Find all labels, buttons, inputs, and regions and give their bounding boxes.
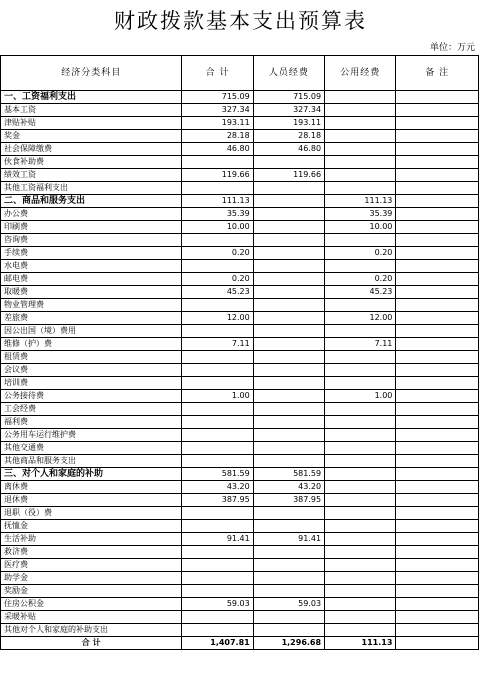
category-cell: 物业管理费 <box>1 299 182 312</box>
table-row <box>1 585 479 598</box>
public-cell <box>325 377 396 390</box>
table-row <box>1 260 479 273</box>
note-cell <box>396 273 479 286</box>
note-cell <box>396 312 479 325</box>
table-row <box>1 364 479 377</box>
table-row <box>1 442 479 455</box>
note-cell <box>396 585 479 598</box>
public-cell <box>325 585 396 598</box>
note-cell <box>396 338 479 351</box>
public-cell: 0.20 <box>325 273 396 286</box>
header-personnel: 人员经费 <box>253 56 324 91</box>
note-cell <box>396 403 479 416</box>
category-cell: 公务用车运行维护费 <box>1 429 182 442</box>
note-cell <box>396 156 479 169</box>
personnel-cell <box>253 559 324 572</box>
personnel-cell <box>253 156 324 169</box>
public-cell <box>325 117 396 130</box>
note-cell <box>396 533 479 546</box>
public-cell <box>325 130 396 143</box>
table-row <box>1 286 479 299</box>
note-cell <box>396 325 479 338</box>
category-cell: 租赁费 <box>1 351 182 364</box>
category-cell: 邮电费 <box>1 273 182 286</box>
note-cell <box>396 260 479 273</box>
personnel-cell <box>253 221 324 234</box>
category-cell: 奖金 <box>1 130 182 143</box>
note-cell <box>396 572 479 585</box>
personnel-cell: 715.09 <box>253 91 324 104</box>
public-cell <box>325 598 396 611</box>
public-cell <box>325 104 396 117</box>
note-cell <box>396 117 479 130</box>
category-cell: 基本工资 <box>1 104 182 117</box>
category-cell: 奖励金 <box>1 585 182 598</box>
public-cell <box>325 429 396 442</box>
unit-label: 单位：万元 <box>429 43 475 53</box>
personnel-cell <box>253 572 324 585</box>
total-cell: 119.66 <box>182 169 253 182</box>
personnel-cell <box>253 429 324 442</box>
header-note: 备 注 <box>396 56 479 91</box>
table-row <box>1 494 479 507</box>
total-cell <box>182 351 253 364</box>
table-row <box>1 117 479 130</box>
grand-total-cell: 1,407.81 <box>182 637 253 650</box>
total-cell: 0.20 <box>182 273 253 286</box>
personnel-cell: 193.11 <box>253 117 324 130</box>
personnel-cell: 46.80 <box>253 143 324 156</box>
note-cell <box>396 520 479 533</box>
category-cell: 离休费 <box>1 481 182 494</box>
personnel-cell <box>253 585 324 598</box>
table-row <box>1 624 479 637</box>
category-cell: 伙食补助费 <box>1 156 182 169</box>
category-cell: 其他对个人和家庭的补助支出 <box>1 624 182 637</box>
personnel-cell <box>253 260 324 273</box>
header-public: 公用经费 <box>325 56 396 91</box>
public-cell <box>325 559 396 572</box>
header-category: 经济分类科目 <box>1 56 182 91</box>
personnel-cell <box>253 403 324 416</box>
table-row <box>1 338 479 351</box>
total-cell <box>182 507 253 520</box>
category-cell: 退休费 <box>1 494 182 507</box>
public-cell <box>325 611 396 624</box>
table-row <box>1 559 479 572</box>
public-cell <box>325 546 396 559</box>
total-cell <box>182 182 253 195</box>
total-cell <box>182 520 253 533</box>
total-cell: 387.95 <box>182 494 253 507</box>
total-cell <box>182 416 253 429</box>
total-cell <box>182 234 253 247</box>
note-cell <box>396 91 479 104</box>
section-row <box>1 468 479 481</box>
personnel-cell: 119.66 <box>253 169 324 182</box>
public-cell <box>325 624 396 637</box>
public-cell <box>325 494 396 507</box>
personnel-cell <box>253 247 324 260</box>
grand-public-cell: 111.13 <box>325 637 396 650</box>
category-cell: 退职（役）费 <box>1 507 182 520</box>
total-cell: 581.59 <box>182 468 253 481</box>
personnel-cell <box>253 325 324 338</box>
table-row <box>1 312 479 325</box>
category-cell: 抚恤金 <box>1 520 182 533</box>
table-row <box>1 169 479 182</box>
table-row <box>1 598 479 611</box>
category-cell: 办公费 <box>1 208 182 221</box>
category-cell: 三、对个人和家庭的补助 <box>1 468 182 481</box>
public-cell: 12.00 <box>325 312 396 325</box>
note-cell <box>396 546 479 559</box>
note-cell <box>396 481 479 494</box>
total-cell <box>182 325 253 338</box>
table-row <box>1 533 479 546</box>
note-cell <box>396 195 479 208</box>
table-row <box>1 455 479 468</box>
public-cell <box>325 507 396 520</box>
note-cell <box>396 104 479 117</box>
category-cell: 会议费 <box>1 364 182 377</box>
table-row <box>1 520 479 533</box>
table-row <box>1 403 479 416</box>
note-cell <box>396 143 479 156</box>
category-cell: 印刷费 <box>1 221 182 234</box>
table-body <box>1 91 479 650</box>
total-cell <box>182 260 253 273</box>
personnel-cell <box>253 507 324 520</box>
total-cell <box>182 585 253 598</box>
total-cell: 715.09 <box>182 91 253 104</box>
total-cell: 35.39 <box>182 208 253 221</box>
header-row <box>1 56 479 91</box>
table-row <box>1 390 479 403</box>
note-cell <box>396 234 479 247</box>
personnel-cell <box>253 455 324 468</box>
note-cell <box>396 377 479 390</box>
public-cell <box>325 325 396 338</box>
note-cell <box>396 286 479 299</box>
category-cell: 其他商品和服务支出 <box>1 455 182 468</box>
grand-personnel-cell: 1,296.68 <box>253 637 324 650</box>
personnel-cell <box>253 624 324 637</box>
category-cell: 一、工资福利支出 <box>1 91 182 104</box>
grand-note-cell <box>396 637 479 650</box>
note-cell <box>396 390 479 403</box>
category-cell: 培训费 <box>1 377 182 390</box>
public-cell <box>325 364 396 377</box>
table-row <box>1 416 479 429</box>
category-cell: 因公出国（境）费用 <box>1 325 182 338</box>
category-cell: 住房公积金 <box>1 598 182 611</box>
personnel-cell <box>253 416 324 429</box>
table-row <box>1 156 479 169</box>
section-row <box>1 195 479 208</box>
public-cell <box>325 234 396 247</box>
note-cell <box>396 455 479 468</box>
note-cell <box>396 247 479 260</box>
table-row <box>1 325 479 338</box>
total-cell <box>182 572 253 585</box>
category-cell: 其他工资福利支出 <box>1 182 182 195</box>
public-cell: 35.39 <box>325 208 396 221</box>
section-row <box>1 91 479 104</box>
total-cell: 12.00 <box>182 312 253 325</box>
note-cell <box>396 130 479 143</box>
category-cell: 取暖费 <box>1 286 182 299</box>
public-cell <box>325 572 396 585</box>
personnel-cell: 28.18 <box>253 130 324 143</box>
category-cell: 手续费 <box>1 247 182 260</box>
category-cell: 医疗费 <box>1 559 182 572</box>
personnel-cell <box>253 364 324 377</box>
personnel-cell <box>253 273 324 286</box>
public-cell <box>325 442 396 455</box>
personnel-cell: 327.34 <box>253 104 324 117</box>
personnel-cell: 59.03 <box>253 598 324 611</box>
total-cell <box>182 624 253 637</box>
public-cell <box>325 481 396 494</box>
table-row <box>1 299 479 312</box>
public-cell <box>325 533 396 546</box>
note-cell <box>396 221 479 234</box>
personnel-cell: 581.59 <box>253 468 324 481</box>
public-cell <box>325 156 396 169</box>
total-cell: 0.20 <box>182 247 253 260</box>
total-cell: 45.23 <box>182 286 253 299</box>
public-cell <box>325 468 396 481</box>
personnel-cell <box>253 312 324 325</box>
header-total: 合 计 <box>182 56 253 91</box>
total-cell: 1.00 <box>182 390 253 403</box>
public-cell <box>325 455 396 468</box>
public-cell <box>325 351 396 364</box>
total-cell <box>182 442 253 455</box>
total-cell: 28.18 <box>182 130 253 143</box>
public-cell <box>325 403 396 416</box>
public-cell: 0.20 <box>325 247 396 260</box>
note-cell <box>396 429 479 442</box>
category-cell: 生活补助 <box>1 533 182 546</box>
total-cell <box>182 611 253 624</box>
total-cell: 46.80 <box>182 143 253 156</box>
category-cell: 社会保障缴费 <box>1 143 182 156</box>
public-cell: 7.11 <box>325 338 396 351</box>
note-cell <box>396 169 479 182</box>
personnel-cell <box>253 377 324 390</box>
category-cell: 其他交通费 <box>1 442 182 455</box>
personnel-cell: 43.20 <box>253 481 324 494</box>
category-cell: 二、商品和服务支出 <box>1 195 182 208</box>
personnel-cell <box>253 208 324 221</box>
category-cell: 咨询费 <box>1 234 182 247</box>
personnel-cell <box>253 520 324 533</box>
total-label: 合 计 <box>1 637 182 650</box>
public-cell: 45.23 <box>325 286 396 299</box>
public-cell <box>325 169 396 182</box>
personnel-cell <box>253 611 324 624</box>
note-cell <box>396 182 479 195</box>
personnel-cell <box>253 182 324 195</box>
category-cell: 津贴补贴 <box>1 117 182 130</box>
public-cell <box>325 182 396 195</box>
note-cell <box>396 351 479 364</box>
personnel-cell: 387.95 <box>253 494 324 507</box>
public-cell <box>325 260 396 273</box>
table-row <box>1 377 479 390</box>
table-row <box>1 273 479 286</box>
total-cell <box>182 299 253 312</box>
table-row <box>1 351 479 364</box>
public-cell <box>325 299 396 312</box>
note-cell <box>396 559 479 572</box>
table-row <box>1 429 479 442</box>
public-cell: 111.13 <box>325 195 396 208</box>
category-cell: 维修（护）费 <box>1 338 182 351</box>
total-cell: 59.03 <box>182 598 253 611</box>
personnel-cell <box>253 390 324 403</box>
personnel-cell <box>253 442 324 455</box>
budget-table <box>0 55 479 650</box>
total-cell <box>182 546 253 559</box>
category-cell: 救济费 <box>1 546 182 559</box>
total-cell <box>182 156 253 169</box>
total-cell: 43.20 <box>182 481 253 494</box>
note-cell <box>396 611 479 624</box>
table-row <box>1 507 479 520</box>
table-row <box>1 247 479 260</box>
table-row <box>1 143 479 156</box>
note-cell <box>396 494 479 507</box>
category-cell: 公务接待费 <box>1 390 182 403</box>
public-cell <box>325 143 396 156</box>
personnel-cell <box>253 299 324 312</box>
note-cell <box>396 208 479 221</box>
public-cell <box>325 520 396 533</box>
table-row <box>1 611 479 624</box>
note-cell <box>396 598 479 611</box>
total-cell <box>182 429 253 442</box>
public-cell <box>325 416 396 429</box>
note-cell <box>396 507 479 520</box>
total-cell <box>182 455 253 468</box>
category-cell: 水电费 <box>1 260 182 273</box>
total-cell <box>182 364 253 377</box>
personnel-cell <box>253 234 324 247</box>
table-row <box>1 208 479 221</box>
public-cell <box>325 91 396 104</box>
table-row <box>1 572 479 585</box>
total-cell: 193.11 <box>182 117 253 130</box>
total-cell: 7.11 <box>182 338 253 351</box>
total-cell: 10.00 <box>182 221 253 234</box>
personnel-cell: 91.41 <box>253 533 324 546</box>
personnel-cell <box>253 338 324 351</box>
page-title: 财政拨款基本支出预算表 <box>114 9 367 33</box>
table-row <box>1 221 479 234</box>
note-cell <box>396 468 479 481</box>
category-cell: 助学金 <box>1 572 182 585</box>
category-cell: 福利费 <box>1 416 182 429</box>
total-cell: 91.41 <box>182 533 253 546</box>
personnel-cell <box>253 351 324 364</box>
total-cell: 111.13 <box>182 195 253 208</box>
personnel-cell <box>253 195 324 208</box>
table-row <box>1 481 479 494</box>
personnel-cell <box>253 546 324 559</box>
note-cell <box>396 624 479 637</box>
category-cell: 绩效工资 <box>1 169 182 182</box>
total-row <box>1 637 479 650</box>
note-cell <box>396 364 479 377</box>
note-cell <box>396 442 479 455</box>
table-row <box>1 182 479 195</box>
total-cell <box>182 403 253 416</box>
table-row <box>1 234 479 247</box>
table-row <box>1 130 479 143</box>
public-cell: 1.00 <box>325 390 396 403</box>
public-cell: 10.00 <box>325 221 396 234</box>
note-cell <box>396 299 479 312</box>
personnel-cell <box>253 286 324 299</box>
category-cell: 工会经费 <box>1 403 182 416</box>
total-cell <box>182 377 253 390</box>
total-cell <box>182 559 253 572</box>
table-row <box>1 546 479 559</box>
table-row <box>1 104 479 117</box>
total-cell: 327.34 <box>182 104 253 117</box>
note-cell <box>396 416 479 429</box>
category-cell: 采暖补贴 <box>1 611 182 624</box>
category-cell: 差旅费 <box>1 312 182 325</box>
